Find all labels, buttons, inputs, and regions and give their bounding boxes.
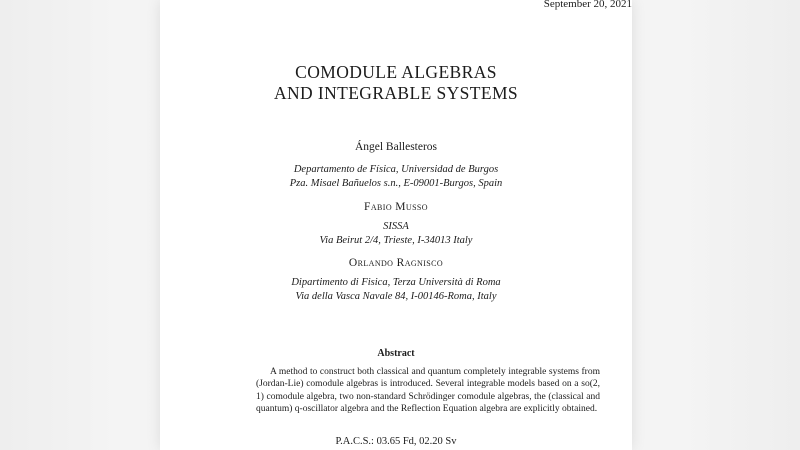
author-name: Fabio Musso bbox=[364, 201, 428, 213]
author-affiliation bbox=[160, 220, 632, 248]
author-affiliation bbox=[160, 163, 632, 191]
affiliation-line: SISSA bbox=[383, 221, 409, 232]
title-line-1: COMODULE ALGEBRAS bbox=[295, 62, 497, 82]
abstract-body bbox=[256, 366, 600, 415]
title-line-2: AND INTEGRABLE SYSTEMS bbox=[273, 83, 519, 103]
paper-date: September 20, 2021 bbox=[543, 0, 632, 10]
author-affiliation bbox=[160, 276, 632, 304]
affiliation-line: Dipartimento di Fisica, Terza Università di Roma bbox=[291, 277, 501, 288]
affiliation-line: Pza. Misael Bañuelos s.n., E-09001-Burgos, Spain bbox=[289, 178, 503, 189]
abstract-heading: Abstract bbox=[377, 348, 415, 359]
affiliation-line: Via Beirut 2/4, Trieste, I-34013 Italy bbox=[319, 235, 473, 246]
pacs-codes: P.A.C.S.: 03.65 Fd, 02.20 Sv bbox=[335, 436, 457, 447]
author-name: Ángel Ballesteros bbox=[354, 141, 438, 153]
affiliation-line: Departamento de Física, Universidad de Burgos bbox=[293, 164, 499, 175]
author-name: Orlando Ragnisco bbox=[348, 257, 444, 269]
paper-page bbox=[160, 0, 632, 450]
affiliation-line: Via della Vasca Navale 84, I-00146-Roma, Italy bbox=[295, 291, 497, 302]
abstract-paragraph: A method to construct both classical and quantum completely integrable systems from (Jordan-Lie) comodule algebras is introduced. Several integrable models based on a so(2, 1) comodule algebra, two non-standard Schrödinger comodule algebras, the (classical and quantum) q-oscillator algebra and the Reflection Equation algebra are explicitly obtained. bbox=[256, 367, 600, 414]
paper-title bbox=[160, 62, 632, 104]
